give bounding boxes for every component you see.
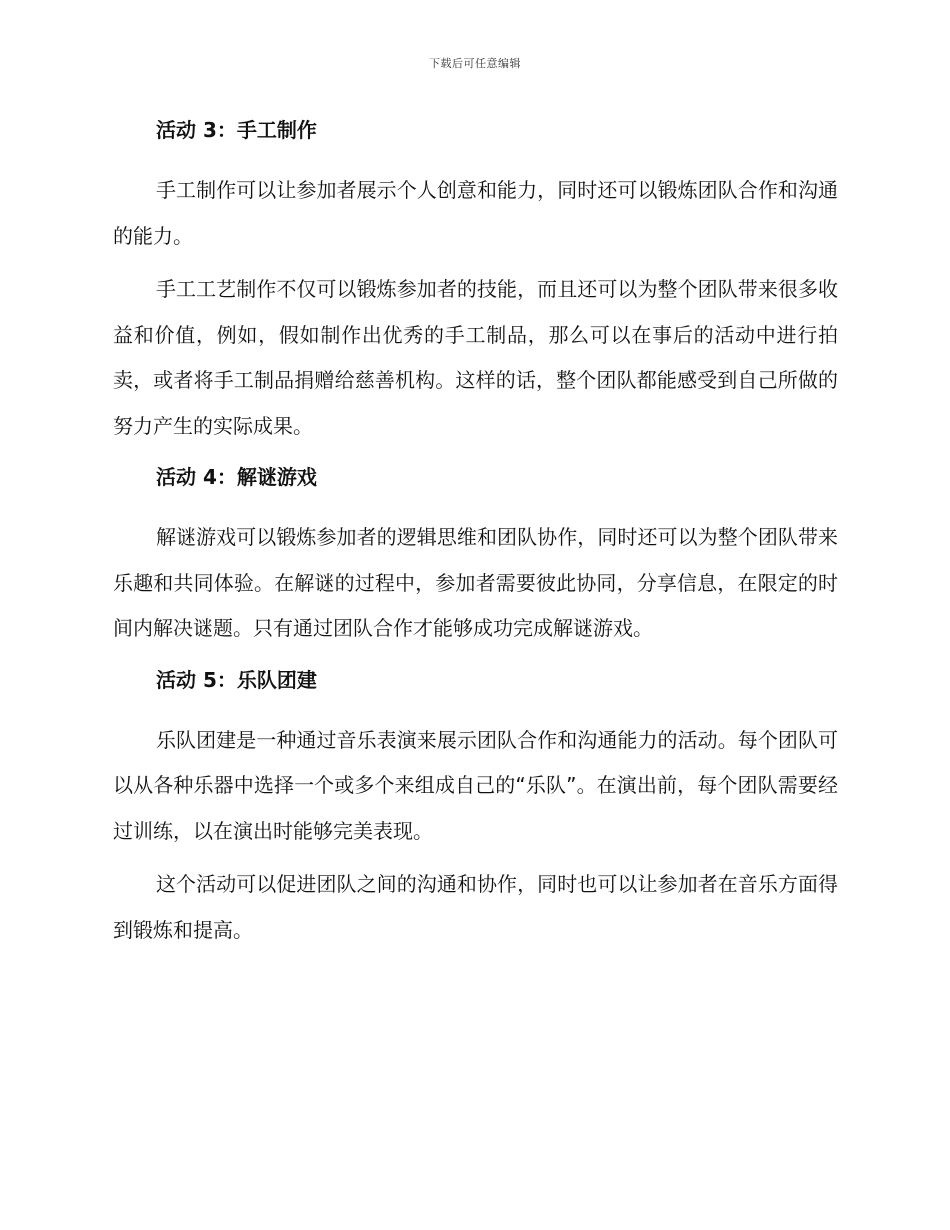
section-activity-3 (113, 110, 838, 449)
paragraph: 这个活动可以促进团队之间的沟通和协作，同时也可以让参加者在音乐方面得到锻炼和提高。 (113, 872, 838, 942)
document-body (113, 110, 838, 953)
section-heading: 活动 4：解谜游戏 (156, 465, 317, 489)
paragraph: 乐队团建是一种通过音乐表演来展示团队合作和沟通能力的活动。每个团队可以从各种乐器中选择一个或多个来组成自己的“乐队”。在演出前，每个团队需要经过训练，以在演出时能够完美表现。 (113, 727, 838, 843)
section-activity-4 (113, 457, 838, 652)
paragraph: 解谜游戏可以锻炼参加者的逻辑思维和团队协作，同时还可以为整个团队带来乐趣和共同体验。在解谜的过程中，参加者需要彼此协同，分享信息，在限定的时间内解决谜题。只有通过团队合作才能够成功完成解谜游戏。 (113, 525, 838, 640)
section-activity-5 (113, 660, 838, 954)
section-heading: 活动 5：乐队团建 (156, 667, 317, 692)
header-note: 下载后可任意编辑 (429, 57, 521, 70)
paragraph: 手工工艺制作不仅可以锻炼参加者的技能，而且还可以为整个团队带来很多收益和价值，例如，假如制作出优秀的手工制品，那么可以在事后的活动中进行拍卖，或者将手工制品捐赠给慈善机构。这样的话，整个团队都能感受到自己所做的努力产生的实际成果。 (113, 277, 838, 438)
section-heading: 活动 3：手工制作 (156, 118, 317, 142)
paragraph: 手工制作可以让参加者展示个人创意和能力，同时还可以锻炼团队合作和沟通的能力。 (113, 178, 838, 248)
